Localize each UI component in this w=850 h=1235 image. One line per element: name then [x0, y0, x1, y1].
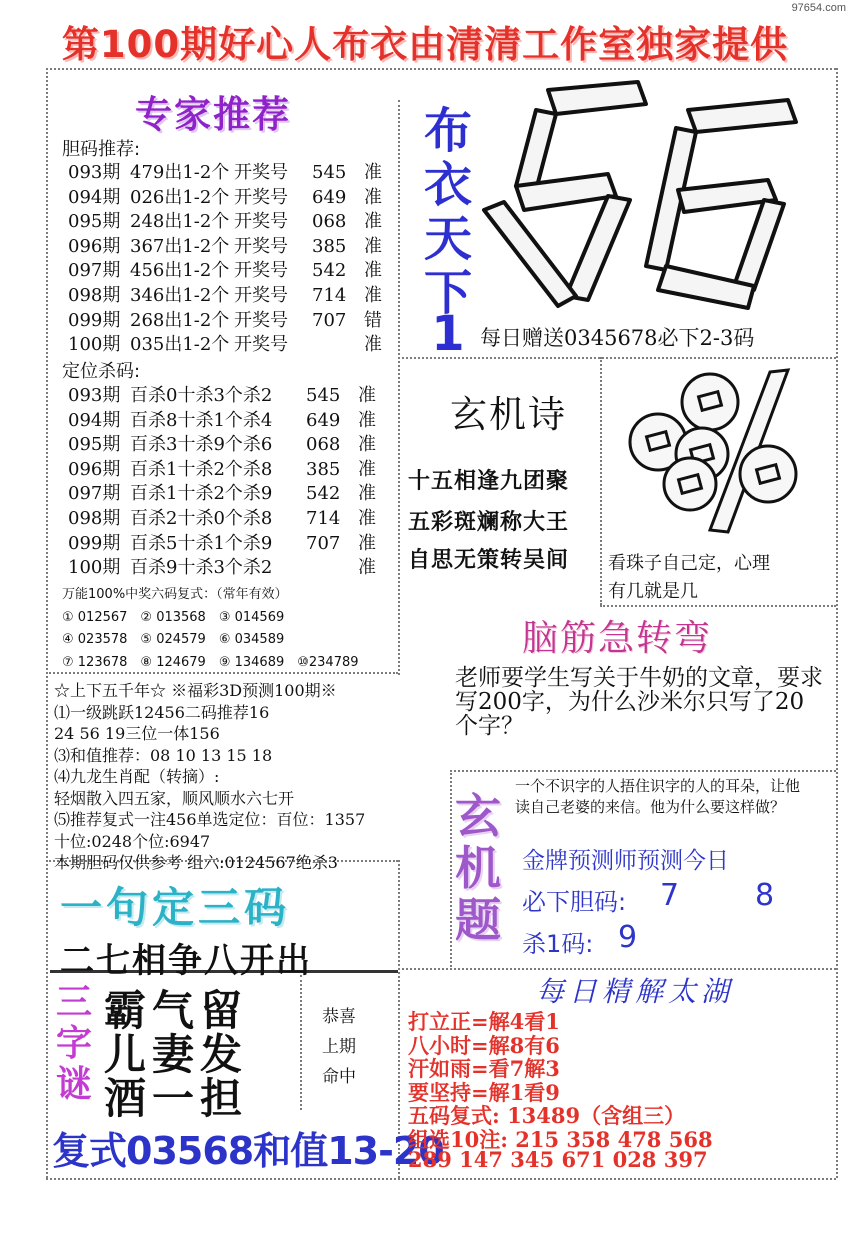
list-item: 要坚持=解1看9 [408, 1079, 560, 1105]
combo-line: ⑦ 123678 ⑧ 124679 ⑨ 134689 ⑩234789 [62, 655, 359, 670]
poem-line: 五彩斑斓称大王 [408, 510, 570, 535]
list-item: 五码复式: 13489（含组三） [408, 1103, 686, 1128]
list-item: ⑷九龙生肖配（转摘）: [54, 767, 220, 786]
combo-line: ④ 023578 ⑤ 024579 ⑥ 034589 [62, 632, 285, 647]
list-item: ⑸推荐复式一注456单选定位：百位：1357 [54, 810, 366, 829]
list-item: 汗如雨=看7解3 [408, 1056, 560, 1081]
one-sentence-title: 一句定三码 [60, 883, 291, 932]
table-row: 093期 百杀0十杀3个杀2 545 准 [68, 385, 376, 406]
list-item: 289 147 345 671 028 397 [408, 1147, 708, 1172]
complex-bet-line: 复式03568和值13-20 [52, 1129, 444, 1173]
table-row: 095期 百杀3十杀9个杀6 068 准 [68, 434, 376, 456]
beads-caption-line: 有几就是几 [608, 581, 698, 602]
divider [600, 357, 602, 605]
kill-code-table [68, 381, 376, 578]
kill-one-label: 杀1码: [522, 930, 594, 958]
riddle-line: 酒一担 [104, 1074, 249, 1123]
congrats-line: 恭喜 [322, 1007, 356, 1027]
table-row: 094期 026出1-2个 开奖号 649 准 [68, 186, 382, 208]
congrats-line: 上期 [322, 1037, 356, 1057]
poem-line: 自思无策转吴间 [408, 548, 570, 573]
brain-teaser-title: 脑筋急转弯 [522, 618, 713, 659]
brain-teaser-question: 老师要学生写关于牛奶的文章，要求写200字，为什么沙米尔只写了20个字？ [455, 665, 823, 739]
list-item: 组选10注: 215 358 478 568 [408, 1126, 713, 1152]
xuanji-question: 一个不识字的人捂住识字的人的耳朵，让他读自己老婆的来信。他为什么要这样做？ [515, 777, 801, 816]
table-row: 097期 456出1-2个 开奖号 542 准 [68, 260, 382, 282]
divider [46, 68, 48, 1178]
riddle-line: 儿妻发 [104, 1030, 249, 1079]
buyi-number: 1 [431, 306, 465, 362]
must-code-b: 8 [755, 878, 775, 913]
table-row: 098期 百杀2十杀0个杀8 714 准 [68, 507, 376, 529]
list-item: 本期胆码仅供参考 组六:0124567绝杀3 [54, 853, 338, 872]
expert-heading: 专家推荐 [135, 92, 291, 136]
divider [300, 975, 302, 1110]
big-number-graphic [478, 70, 828, 320]
divider [46, 672, 398, 674]
table-row: 099期 百杀5十杀1个杀9 707 准 [68, 532, 376, 554]
table-row: 097期 百杀1十杀2个杀9 542 准 [68, 483, 376, 505]
list-item: 八小时=解8有6 [408, 1032, 560, 1058]
three-char-riddle-label: 三字谜 [55, 982, 92, 1105]
table-row: 100期 035出1-2个 开奖号 准 [68, 334, 382, 356]
list-item: ⑴一级跳跃12456二码推荐16 [54, 702, 270, 722]
beads-caption-line: 看珠子自己定，心理 [608, 553, 770, 574]
list-item: ☆上下五千年☆ ※福彩3D预测100期※ [54, 681, 337, 700]
must-code-a: 7 [660, 878, 680, 913]
kill-code-label: 定位杀码: [62, 361, 141, 382]
list-item: 轻烟散入四五家，顺风顺水六七开 [54, 788, 295, 808]
list-item: 十位:0248个位:6947 [54, 831, 211, 851]
xuanji-poem-title: 玄机诗 [450, 393, 567, 436]
divider [46, 1178, 836, 1180]
table-row: 096期 367出1-2个 开奖号 385 准 [68, 235, 382, 257]
combo-title: 万能100%中奖六码复式：（常年有效） [62, 587, 288, 602]
gold-predictor-title: 金牌预测师预测今日 [522, 848, 729, 874]
divider [836, 68, 838, 1178]
poem-line: 十五相逢九团聚 [408, 469, 570, 494]
taihu-list [408, 1006, 713, 1171]
taihu-title: 每日精解太湖 [536, 975, 735, 1008]
list-item: 打立正=解4看1 [408, 1009, 560, 1034]
big-number-text: 56 [653, 210, 655, 211]
combo-line: ① 012567 ② 013568 ③ 014569 [62, 610, 285, 625]
xuanji-question-title: 玄机题 [455, 789, 501, 947]
bold-code-table [68, 158, 382, 355]
must-code-label: 必下胆码: [522, 888, 627, 916]
table-row: 100期 百杀9十杀3个杀2 准 [68, 557, 376, 579]
beads-caption [608, 550, 770, 606]
gift-line: 每日赠送0345678必下2-3码 [480, 326, 755, 350]
page-title: 第100期好心人布衣由清清工作室独家提供 [61, 23, 789, 66]
list-item: ⑶和值推荐：08 10 13 15 18 [54, 745, 273, 765]
watermark: 97654.com [791, 2, 846, 14]
congrats-line: 命中 [322, 1067, 356, 1087]
divider [450, 770, 836, 772]
table-row: 099期 268出1-2个 开奖号 707 错 [68, 309, 382, 331]
table-row: 094期 百杀8十杀1个杀4 649 准 [68, 409, 376, 431]
kill-one-value: 9 [618, 920, 638, 955]
bold-code-label: 胆码推荐: [62, 139, 141, 160]
buyi-vertical-title: 布衣天下 [423, 103, 472, 321]
list-item: 24 56 19三位一体156 [54, 724, 220, 743]
divider [398, 100, 400, 675]
table-row: 096期 百杀1十杀2个杀8 385 准 [68, 458, 376, 480]
riddle-line: 霸气留 [104, 986, 249, 1035]
table-row: 098期 346出1-2个 开奖号 714 准 [68, 284, 382, 306]
beads-graphic [610, 362, 830, 542]
prediction-block [54, 680, 365, 874]
table-row: 093期 479出1-2个 开奖号 545 准 [68, 162, 382, 183]
one-sentence-line: 二七相争八开出 [60, 941, 312, 981]
table-row: 095期 248出1-2个 开奖号 068 准 [68, 211, 382, 233]
